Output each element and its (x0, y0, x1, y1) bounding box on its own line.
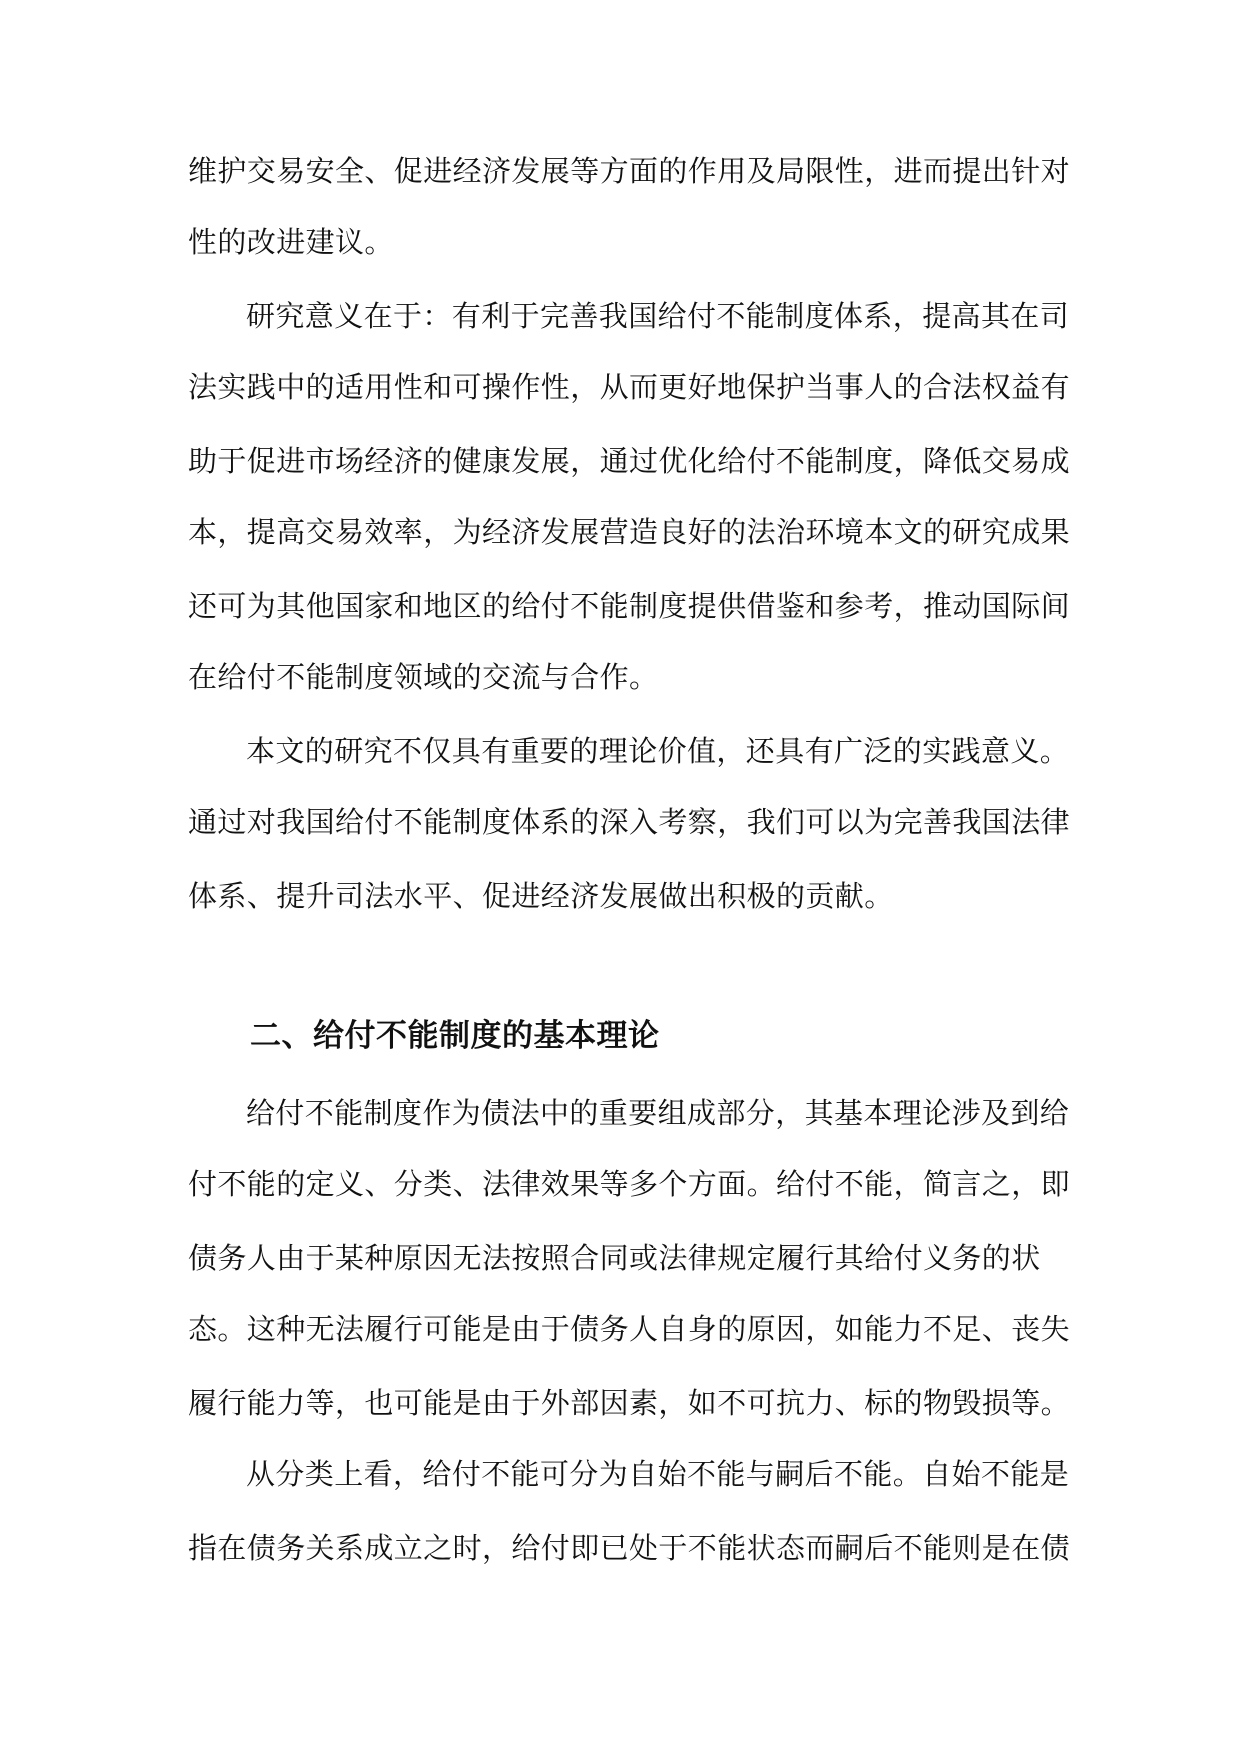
paragraph-5-line-1: 从分类上看，给付不能可分为自始不能与嗣后不能。自始不能是 (246, 1457, 1070, 1491)
paragraph-4-line-1: 给付不能制度作为债法中的重要组成部分，其基本理论涉及到给 (246, 1096, 1070, 1130)
paragraph-4-line-5: 履行能力等，也可能是由于外部因素，如不可抗力、标的物毁损等。 (188, 1386, 1071, 1420)
paragraph-2-line-3: 助于促进市场经济的健康发展，通过优化给付不能制度，降低交易成 (188, 444, 1071, 478)
paragraph-4-line-2: 付不能的定义、分类、法律效果等多个方面。给付不能，简言之，即 (188, 1167, 1071, 1201)
paragraph-4-line-4: 态。这种无法履行可能是由于债务人自身的原因，如能力不足、丧失 (188, 1312, 1071, 1346)
paragraph-2-line-4: 本，提高交易效率，为经济发展营造良好的法治环境本文的研究成果 (188, 515, 1071, 549)
paragraph-5-line-2: 指在债务关系成立之时，给付即已处于不能状态而嗣后不能则是在债 (188, 1531, 1071, 1565)
section-heading: 二、给付不能制度的基本理论 (250, 1018, 660, 1054)
paragraph-2-line-2: 法实践中的适用性和可操作性，从而更好地保护当事人的合法权益有 (188, 370, 1071, 404)
paragraph-1-line-1: 维护交易安全、促进经济发展等方面的作用及局限性，进而提出针对 (188, 154, 1071, 188)
paragraph-2-line-6: 在给付不能制度领域的交流与合作。 (188, 660, 659, 694)
paragraph-3-line-2: 通过对我国给付不能制度体系的深入考察，我们可以为完善我国法律 (188, 805, 1071, 839)
paragraph-2-line-1: 研究意义在于：有利于完善我国给付不能制度体系，提高其在司 (246, 299, 1070, 333)
paragraph-3-line-3: 体系、提升司法水平、促进经济发展做出积极的贡献。 (188, 879, 894, 913)
paragraph-1-line-2: 性的改进建议。 (188, 225, 394, 259)
paragraph-3-line-1: 本文的研究不仅具有重要的理论价值，还具有广泛的实践意义。 (246, 734, 1070, 768)
paragraph-2-line-5: 还可为其他国家和地区的给付不能制度提供借鉴和参考，推动国际间 (188, 589, 1071, 623)
paragraph-4-line-3: 债务人由于某种原因无法按照合同或法律规定履行其给付义务的状 (188, 1241, 1041, 1275)
